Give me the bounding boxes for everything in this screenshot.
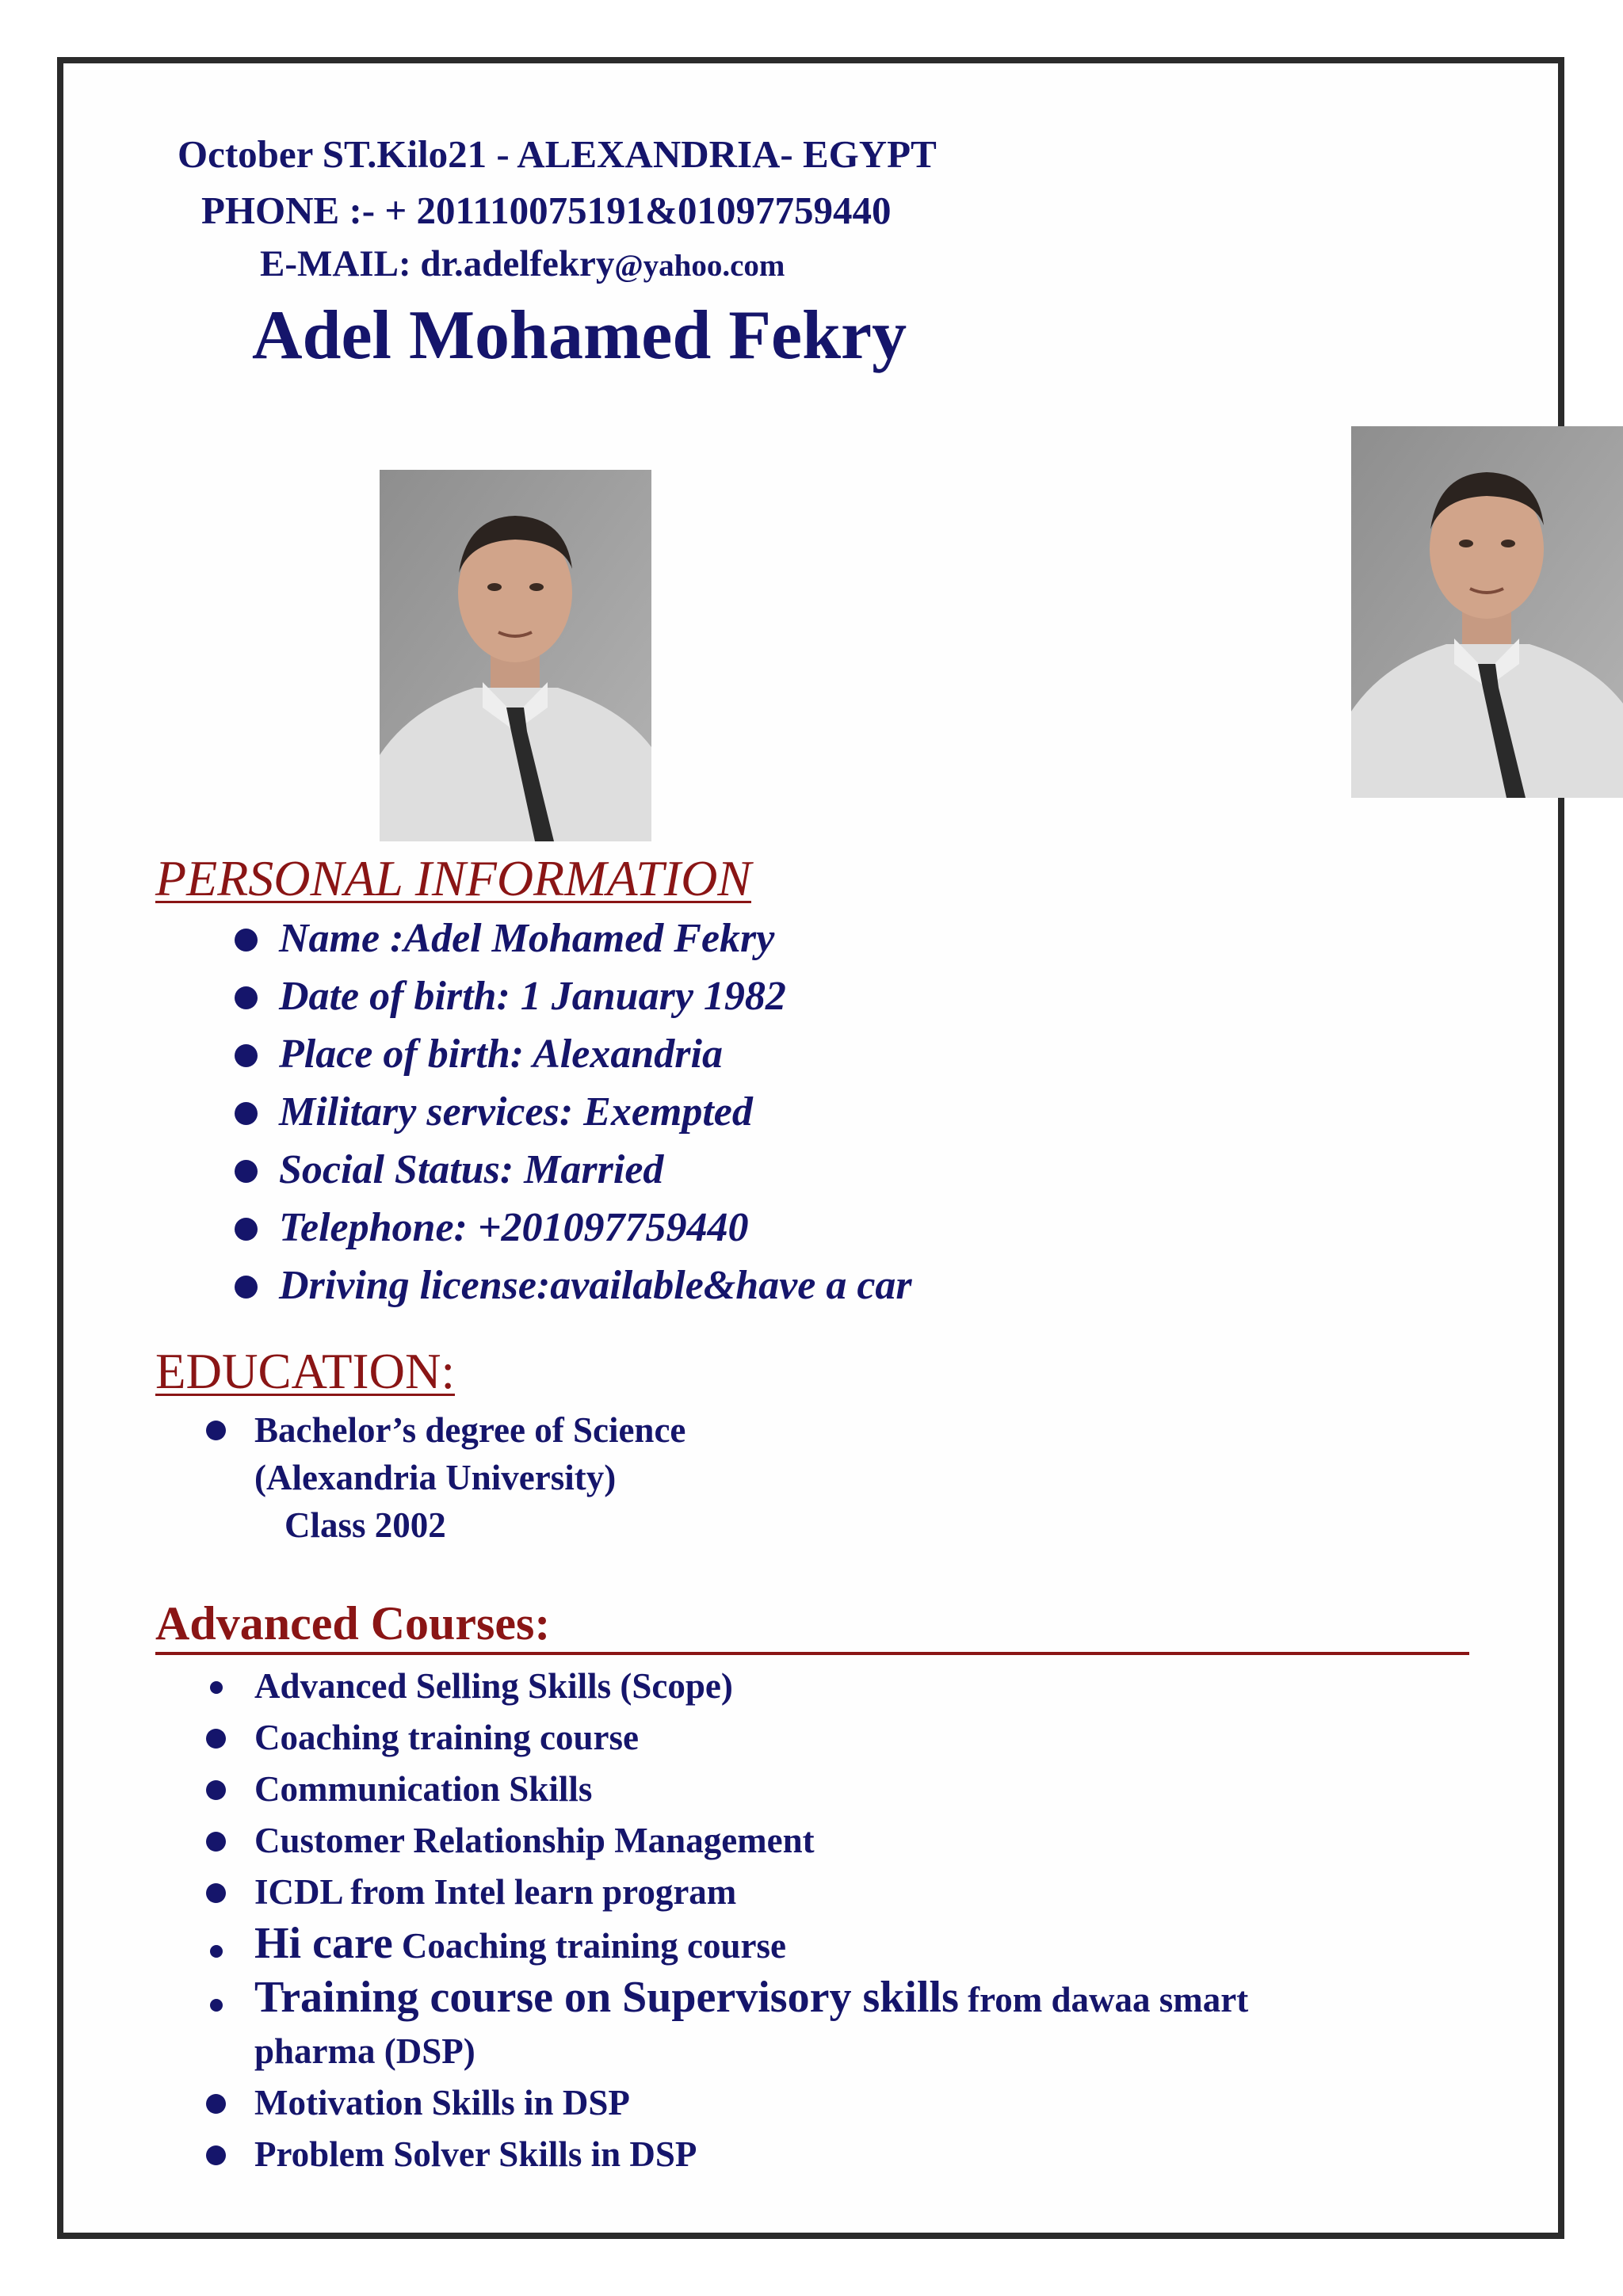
bullet-icon: [210, 1945, 223, 1958]
bullet-icon: [235, 1218, 258, 1241]
list-item: [235, 913, 912, 971]
list-item: [235, 1144, 912, 1202]
personal-information-heading: PERSONAL INFORMATION: [155, 850, 751, 906]
list-item: [206, 2130, 1248, 2182]
personal-item-driving-license: Driving license:available&have a car: [279, 1263, 912, 1308]
list-item: [235, 1086, 912, 1144]
bullet-icon: [210, 1681, 223, 1694]
email-label: E-MAIL: dr.adelfekry: [260, 243, 615, 284]
list-item: [206, 2079, 1248, 2130]
list-item: [206, 1868, 1248, 1920]
education-class: Class 2002: [285, 1505, 446, 1545]
courses-list: [206, 1662, 1248, 2182]
course-item-problem-solver: Problem Solver Skills in DSP: [254, 2134, 697, 2174]
bullet-icon: [235, 1044, 258, 1067]
course-item: Communication Skills: [254, 1769, 593, 1809]
list-item: [206, 1714, 1248, 1765]
portrait-photo-copy: [1351, 426, 1623, 798]
email-domain: @yahoo.com: [614, 249, 785, 283]
education-heading: EDUCATION:: [155, 1344, 455, 1399]
personal-information-list: [235, 913, 912, 1318]
education-entry: [206, 1406, 685, 1549]
address-line: October ST.Kilo21 - ALEXANDRIA- EGYPT: [178, 132, 937, 176]
course-item: ICDL from Intel learn program: [254, 1872, 737, 1912]
list-item: [235, 971, 912, 1028]
advanced-courses-heading: Advanced Courses:: [155, 1597, 551, 1650]
education-degree: Bachelor’s degree of Science: [254, 1410, 686, 1450]
heading-underline: [155, 1652, 1469, 1655]
personal-item-telephone: Telephone: +201097759440: [279, 1205, 749, 1250]
personal-item-birth-place: Place of birth: Alexandria: [279, 1032, 723, 1077]
bullet-icon: [235, 1160, 258, 1183]
list-item: [206, 1920, 1248, 1974]
list-item: [206, 1974, 1248, 2027]
list-item: [206, 1817, 1248, 1868]
phone-line: PHONE :- + 201110075191&01097759440: [201, 189, 892, 232]
personal-item-birth-date: Date of birth: 1 January 1982: [279, 974, 786, 1019]
bullet-icon: [235, 1276, 258, 1299]
bullet-icon: [235, 1102, 258, 1125]
bullet-icon: [210, 1999, 223, 2012]
personal-item-name: Name :Adel Mohamed Fekry: [279, 916, 775, 961]
page-title: Adel Mohamed Fekry: [252, 297, 907, 374]
list-item: [235, 1260, 912, 1318]
bullet-icon: [206, 1883, 226, 1903]
course-item: Customer Relationship Management: [254, 1821, 815, 1860]
bullet-icon: [235, 986, 258, 1009]
personal-item-social-status: Social Status: Married: [279, 1147, 664, 1192]
bullet-icon: [206, 1780, 226, 1800]
bullet-icon: [206, 1832, 226, 1852]
bullet-icon: [235, 929, 258, 952]
bullet-icon: [206, 1421, 226, 1440]
email-line: [260, 242, 785, 285]
course-item-supervisory: Training course on Supervisory skills: [254, 1973, 959, 2022]
list-item-continuation: [206, 2027, 1248, 2079]
course-item: Advanced Selling Skills (Scope): [254, 1666, 733, 1706]
course-item-supervisory-rest: from dawaa smart: [958, 1980, 1249, 2019]
course-item-supervisory-cont: pharma (DSP): [254, 2031, 475, 2071]
bullet-icon: [206, 2145, 226, 2165]
list-item: [206, 1662, 1248, 1714]
course-item-hi-care: Hi care: [254, 1919, 393, 1968]
portrait-photo: [380, 470, 651, 841]
list-item: [235, 1028, 912, 1086]
course-item-hi-care-rest: Coaching training course: [392, 1926, 786, 1966]
list-item: [206, 1765, 1248, 1817]
bullet-icon: [206, 2094, 226, 2114]
course-item: Coaching training course: [254, 1718, 640, 1757]
education-university: (Alexandria University): [254, 1458, 617, 1497]
bullet-icon: [206, 1729, 226, 1749]
course-item-motivation: Motivation Skills in DSP: [254, 2083, 630, 2122]
personal-item-military: Military services: Exempted: [279, 1089, 753, 1135]
list-item: [235, 1202, 912, 1260]
